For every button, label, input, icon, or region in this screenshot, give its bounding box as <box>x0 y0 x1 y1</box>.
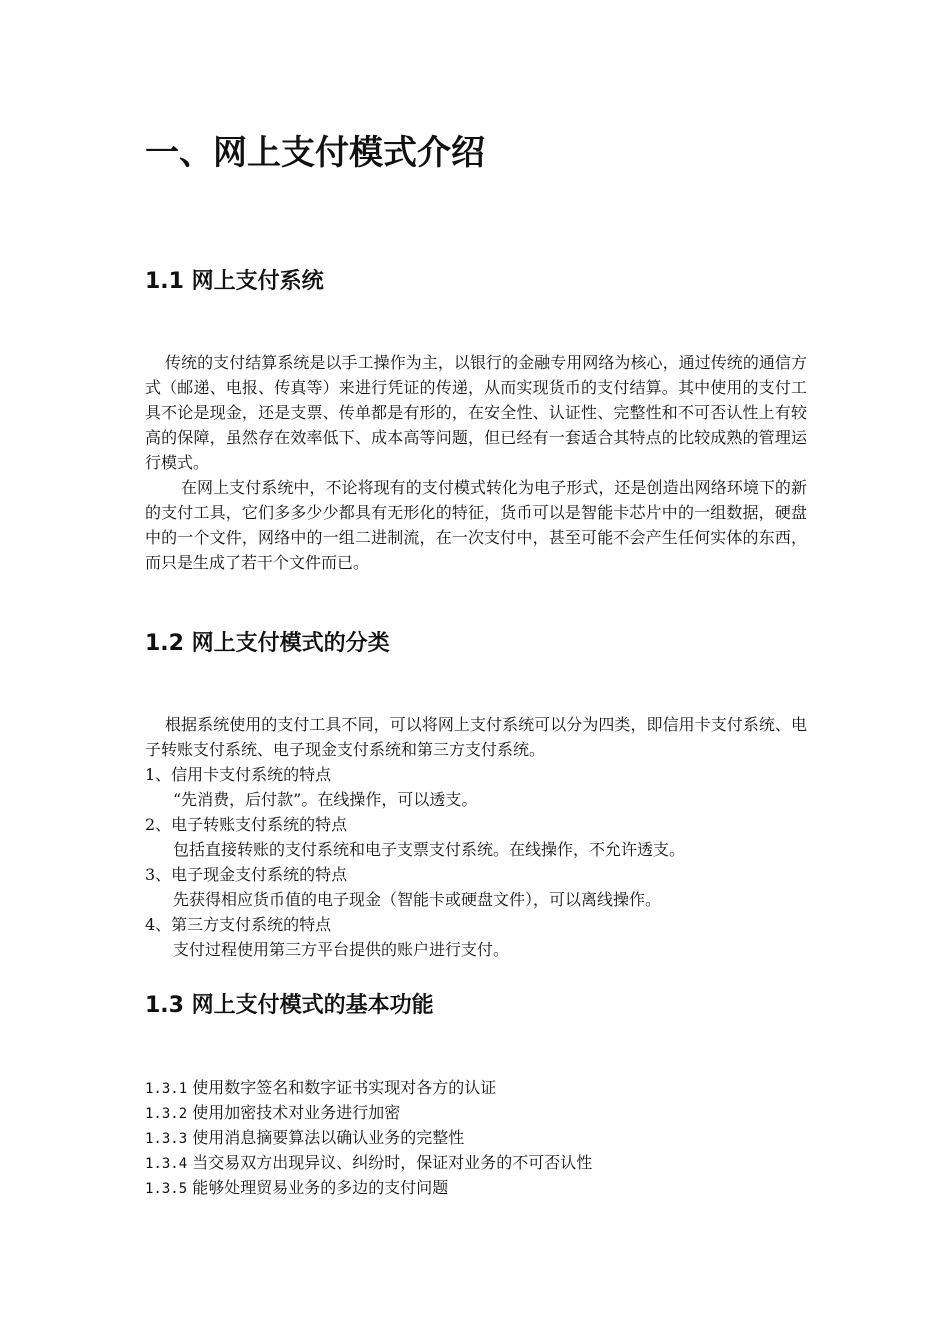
list-item-desc: 先获得相应货币值的电子现金（智能卡或硬盘文件），可以离线操作。 <box>173 890 662 909</box>
function-text: 使用消息摘要算法以确认业务的完整性 <box>192 1128 465 1147</box>
function-number: 1.3.4 <box>145 1156 188 1172</box>
function-list <box>145 1075 807 1200</box>
function-item <box>145 1100 807 1125</box>
list-item-title: 3、电子现金支付系统的特点 <box>145 865 348 884</box>
function-number: 1.3.5 <box>145 1181 188 1197</box>
section-1-1-paragraph-1: 传统的支付结算系统是以手工操作为主，以银行的金融专用网络为核心，通过传统的通信方式（邮递、电报、传真等）来进行凭证的传递，从而实现货币的支付结算。其中使用的支付工具不论是现金，还是支票、传单都是有形的，在安全性、认证性、完整性和不可否认性上有较高的保障，虽然存在效率低下、成本高等问题，但已经有一套适合其特点的比较成熟的管理运行模式。 <box>145 353 807 472</box>
section-1-1-paragraph-2: 在网上支付系统中，不论将现有的支付模式转化为电子形式，还是创造出网络环境下的新的支付工具，它们多多少少都具有无形化的特征，货币可以是智能卡芯片中的一组数据，硬盘中的一个文件，网络中的一组二进制流，在一次支付中，甚至可能不会产生任何实体的东西，而只是生成了若干个文件而已。 <box>145 478 807 572</box>
list-item-title: 2、电子转账支付系统的特点 <box>145 815 348 834</box>
function-item <box>145 1175 807 1200</box>
function-text: 当交易双方出现异议、纠纷时，保证对业务的不可否认性 <box>192 1153 593 1172</box>
section-1-2-intro: 根据系统使用的支付工具不同，可以将网上支付系统可以分为四类，即信用卡支付系统、电子转账支付系统、电子现金支付系统和第三方支付系统。 <box>145 715 807 759</box>
list-item-desc: 支付过程使用第三方平台提供的账户进行支付。 <box>173 940 510 959</box>
function-number: 1.3.3 <box>145 1131 188 1147</box>
list-item-title: 4、第三方支付系统的特点 <box>145 915 332 934</box>
section-heading-1-3: 1.3 网上支付模式的基本功能 <box>145 993 434 1018</box>
document-title: 一、网上支付模式介绍 <box>145 133 485 173</box>
function-text: 能够处理贸易业务的多边的支付问题 <box>192 1178 449 1197</box>
section-heading-1-2: 1.2 网上支付模式的分类 <box>145 631 390 656</box>
function-item <box>145 1150 807 1175</box>
function-number: 1.3.2 <box>145 1106 188 1122</box>
function-number: 1.3.1 <box>145 1081 188 1097</box>
section-heading-1-1: 1.1 网上支付系统 <box>145 269 324 294</box>
payment-system-list <box>145 762 807 962</box>
list-item-desc: “先消费，后付款”。在线操作，可以透支。 <box>173 790 478 809</box>
list-item-desc: 包括直接转账的支付系统和电子支票支付系统。在线操作，不允许透支。 <box>173 840 686 859</box>
list-item-title: 1、信用卡支付系统的特点 <box>145 765 332 784</box>
function-text: 使用数字签名和数字证书实现对各方的认证 <box>192 1078 497 1097</box>
function-item <box>145 1075 807 1100</box>
function-text: 使用加密技术对业务进行加密 <box>192 1103 401 1122</box>
function-item <box>145 1125 807 1150</box>
